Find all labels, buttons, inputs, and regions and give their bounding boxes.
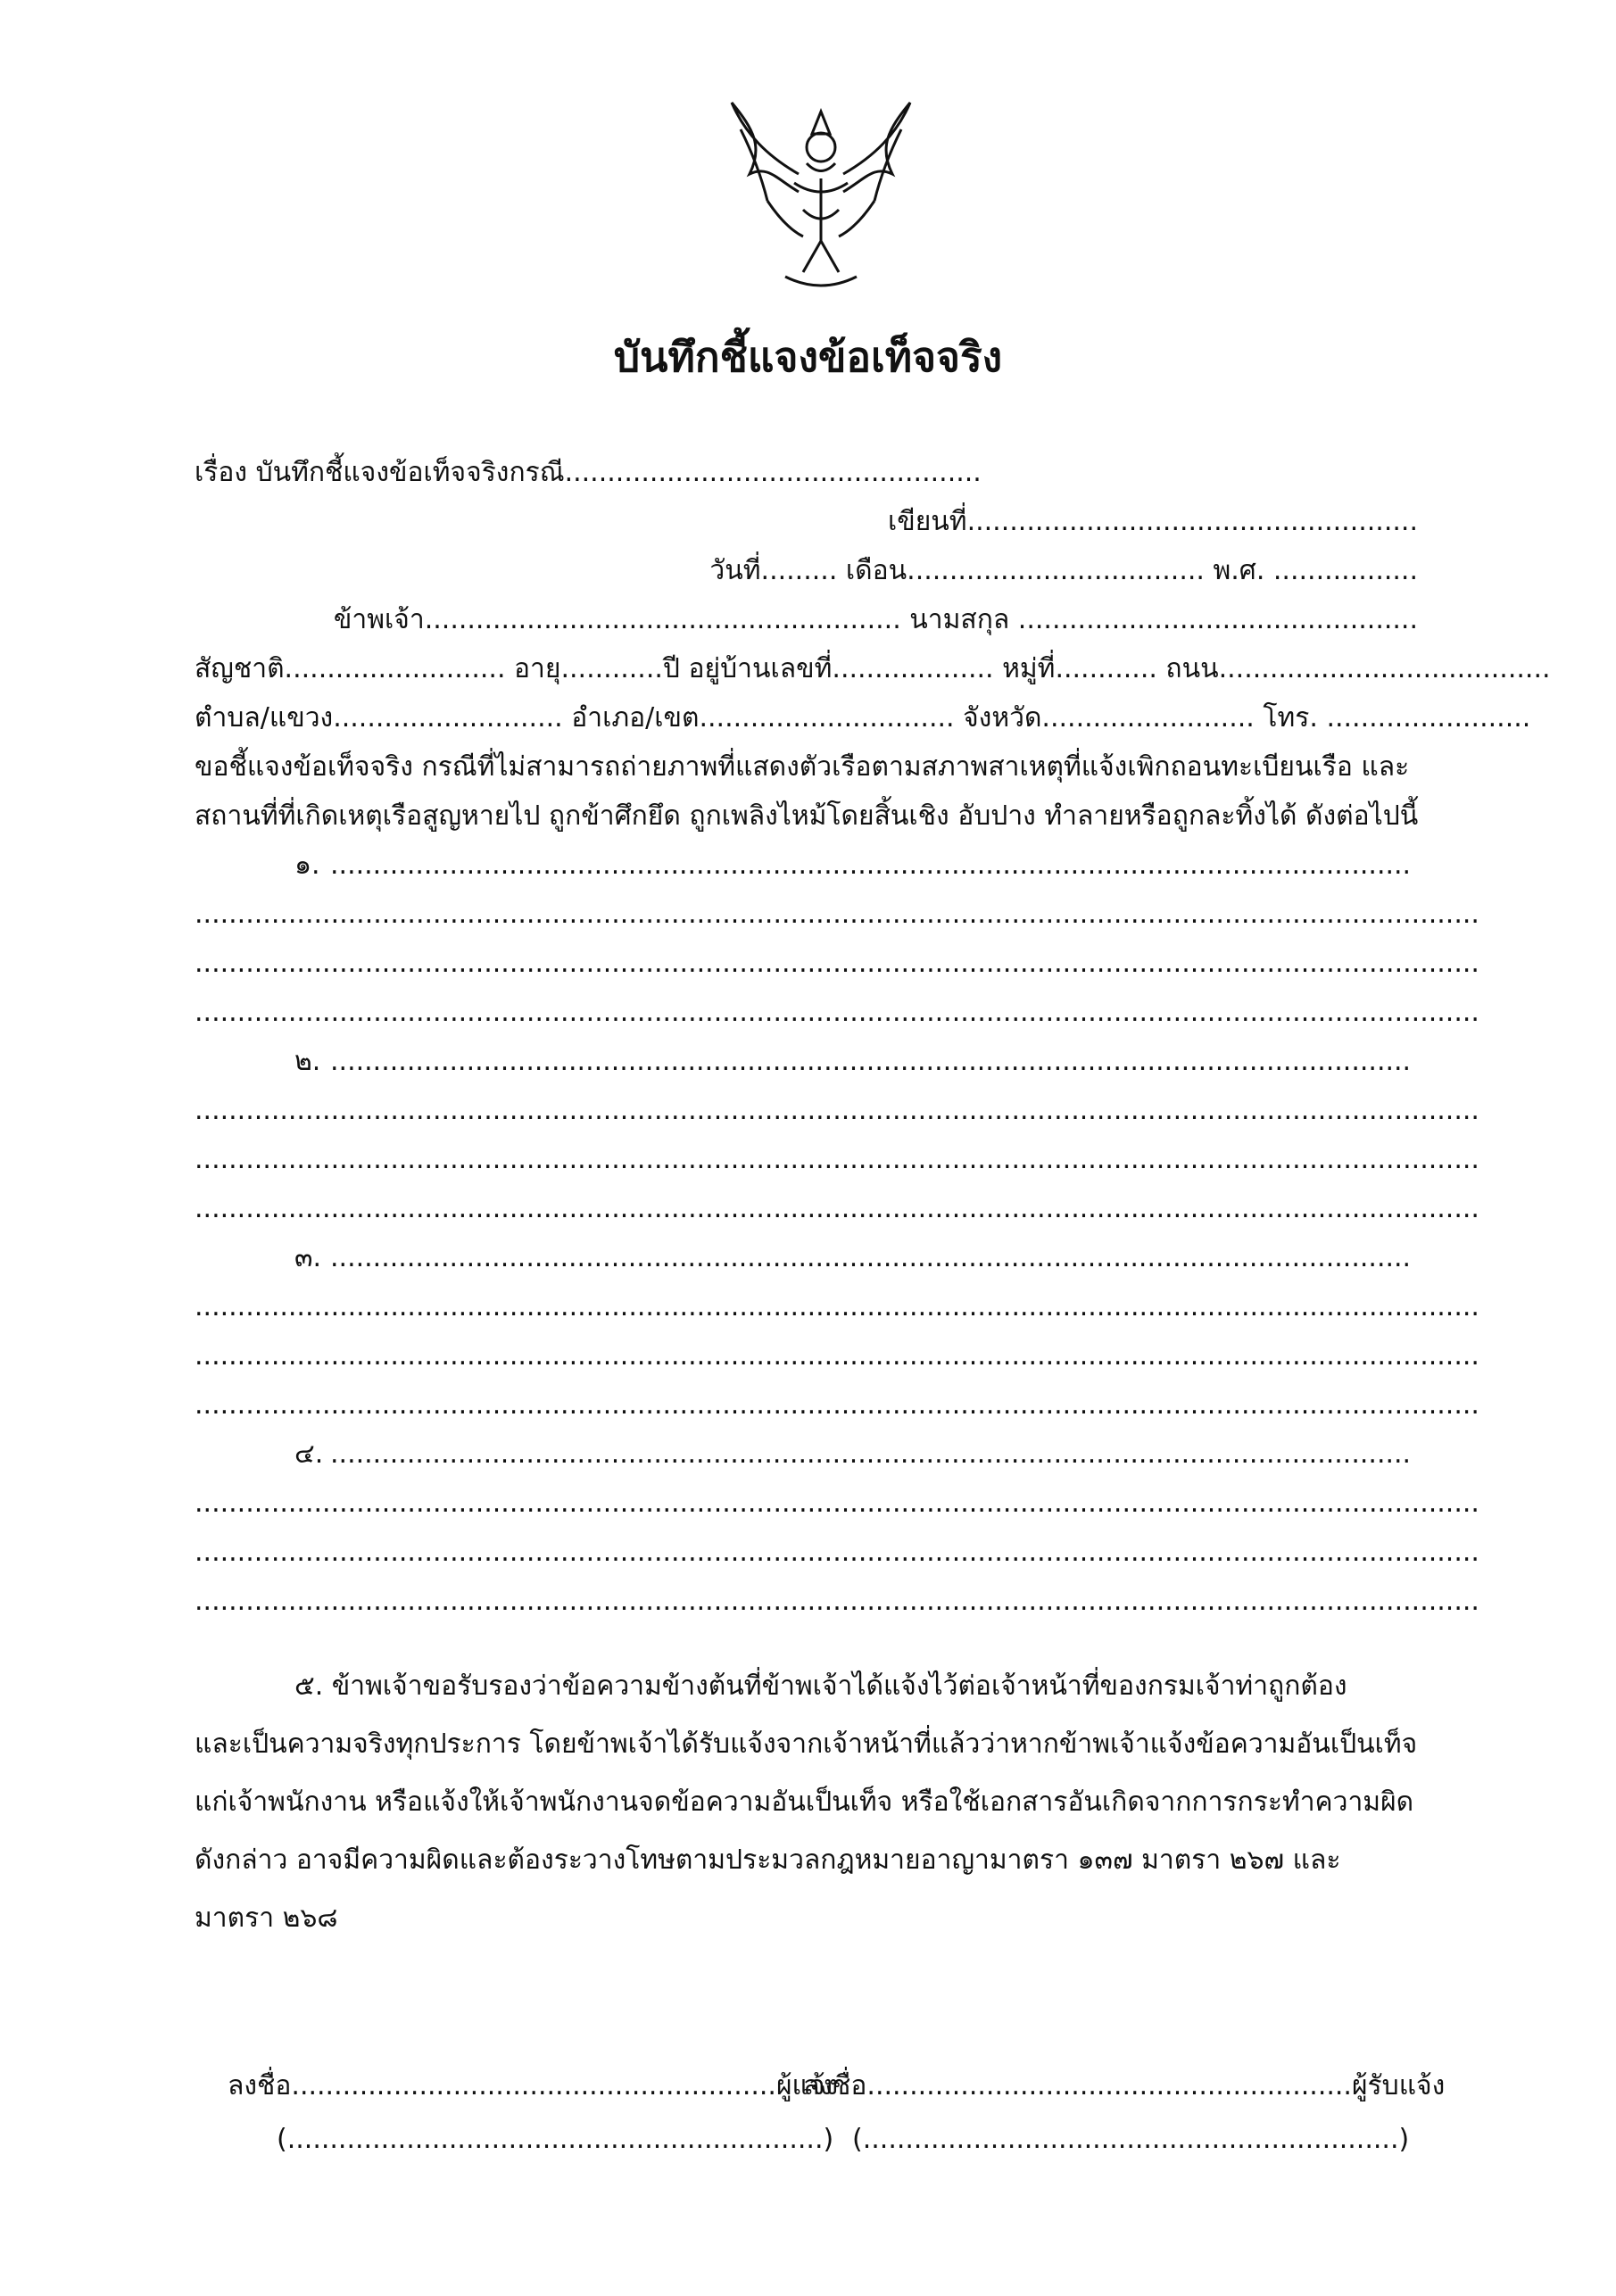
item-2-number: ๒. [294,1046,321,1077]
certification-line-4: ดังกล่าว อาจมีความผิดและต้องระวางโทษตามประมวลกฎหมายอาญามาตรา ๑๓๗ มาตรา ๒๖๗ และ [195,1844,1341,1876]
garuda-emblem-icon [714,94,928,308]
item-1-first-line: ............................................................................................................................... [330,850,1412,881]
certification-line-2: และเป็นความจริงทุกประการ โดยข้าพเจ้าได้รับแจ้งจากเจ้าหน้าที่แล้วว่าหากข้าพเจ้าแจ้งข้อความอันเป็นเท็จ [195,1728,1418,1760]
item-4-number: ๔. [294,1438,324,1470]
item-1-line: ....................................................................................................................................................... [195,997,1479,1028]
item-1-number: ๑. [294,850,320,881]
informant-name-line: (...............................................................) [277,2124,834,2155]
item-2-line: ....................................................................................................................................................... [195,1193,1479,1224]
statement-line-1: ขอชี้แจงข้อเท็จจริง กรณีที่ไม่สามารถถ่ายภาพที่แสดงตัวเรือตามสภาพสาเหตุที่แจ้งเพิกถอนทะเบียนเรือ และ [195,751,1410,783]
item-1-line: ....................................................................................................................................................... [195,948,1479,979]
item-4-line: ....................................................................................................................................................... [195,1488,1479,1519]
certification-line-5: มาตรา ๒๖๘ [195,1902,338,1934]
item-3-line: ....................................................................................................................................................... [195,1291,1479,1322]
nationality-line: สัญชาติ.......................... อายุ............ปี อยู่บ้านเลขที่................... หมู่ที่............ ถนน....................................... [195,653,1551,684]
item-1-line: ....................................................................................................................................................... [195,899,1479,930]
document-title: บันทึกชี้แจงข้อเท็จจริง [613,333,1003,381]
item-4-line: ....................................................................................................................................................... [195,1537,1479,1568]
certification-line-1: ๕. ข้าพเจ้าขอรับรองว่าข้อความข้างต้นที่ข้าพเจ้าได้แจ้งไว้ต่อเจ้าหน้าที่ของกรมเจ้าท่าถูกต้อง [294,1670,1347,1702]
item-3-first-line: ............................................................................................................................... [330,1242,1412,1273]
subject-line: เรื่อง บันทึกชี้แจงข้อเท็จจริงกรณี................................................. [195,457,982,488]
district-line: ตำบล/แขวง........................... อำเภอ/เขต.............................. จังหวัด......................... โทร. ........................ [195,702,1531,734]
written-at-line: เขียนที่..................................................... [887,506,1418,537]
statement-line-2: สถานที่ที่เกิดเหตุเรือสูญหายไป ถูกข้าศึกยึด ถูกเพลิงไหม้โดยสิ้นเชิง อับปาง ทำลายหรือถูกละทิ้งได้ ดังต่อไปนี้ [195,800,1419,832]
item-3-number: ๓. [294,1242,322,1273]
receiver-signature-line: ลงชื่อ.........................................................ผู้รับแจ้ง [803,2070,1446,2101]
certification-line-3: แก่เจ้าพนักงาน หรือแจ้งให้เจ้าพนักงานจดข้อความอันเป็นเท็จ หรือใช้เอกสารอันเกิดจากการกระทำความผิด [195,1786,1414,1818]
date-line: วันที่......... เดือน................................... พ.ศ. ................. [709,555,1418,586]
item-4-first-line: ............................................................................................................................... [330,1438,1412,1470]
item-2-first-line: ............................................................................................................................... [330,1046,1412,1077]
receiver-name-line: (...............................................................) [852,2124,1410,2155]
item-3-line: ....................................................................................................................................................... [195,1389,1479,1421]
item-3-line: ....................................................................................................................................................... [195,1340,1479,1372]
item-4-line: ....................................................................................................................................................... [195,1586,1479,1617]
item-2-line: ....................................................................................................................................................... [195,1144,1479,1175]
name-line: ข้าพเจ้า........................................................ นามสกุล ............................................... [333,604,1418,635]
informant-signature-line: ลงชื่อ.........................................................ผู้แจ้ง [228,2070,839,2101]
item-2-line: ....................................................................................................................................................... [195,1095,1479,1126]
